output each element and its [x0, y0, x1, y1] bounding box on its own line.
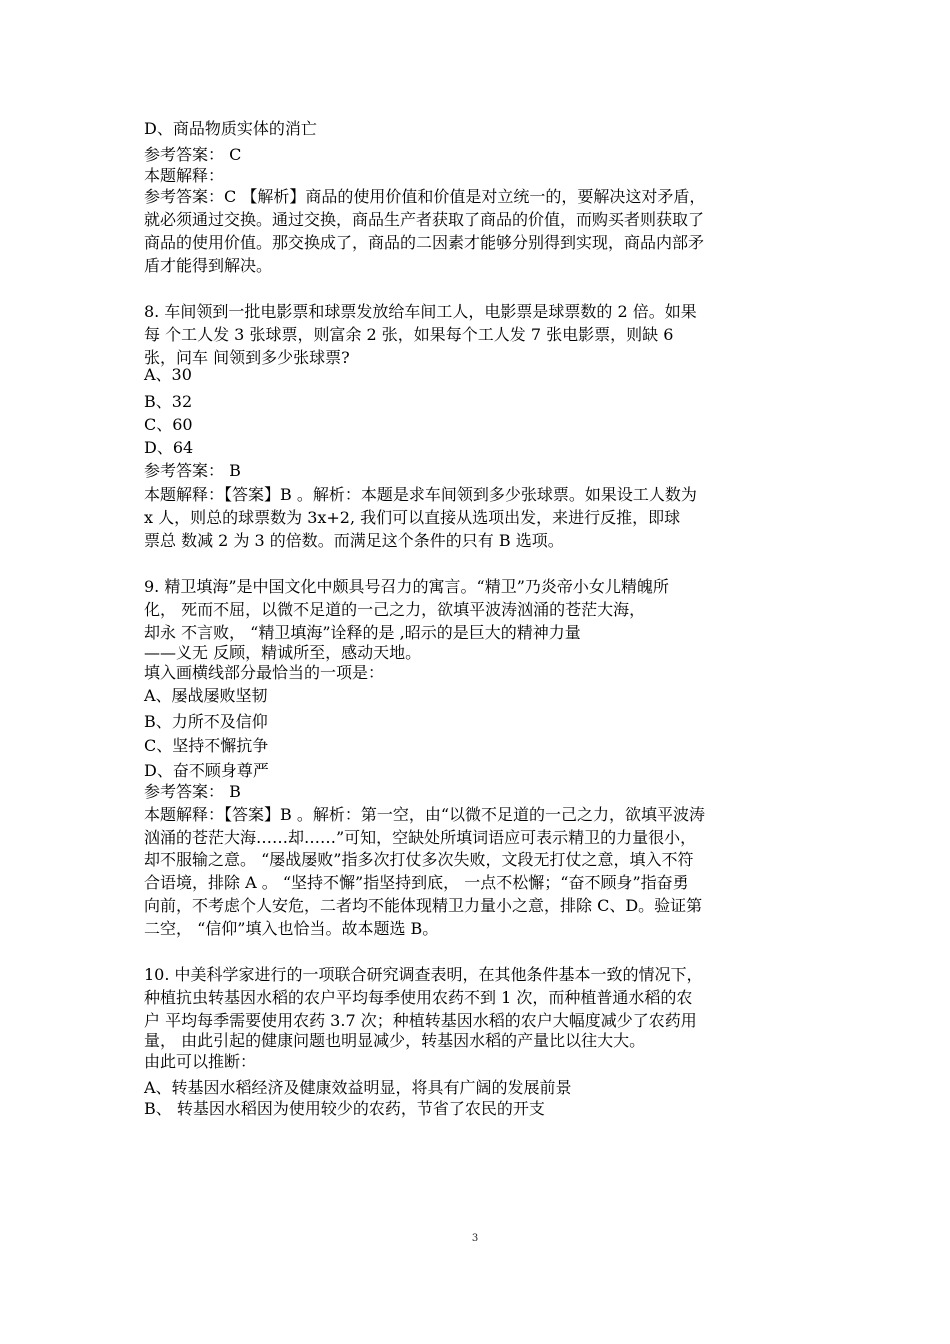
- question-10-line-1: 10. 中美科学家进行的一项联合研究调查表明，在其他条件基本一致的情况下，: [144, 965, 703, 984]
- option-a-q8: A、30: [144, 365, 192, 384]
- page-number: 3: [471, 1233, 479, 1244]
- answer-q7: 参考答案： C: [144, 145, 242, 164]
- question-9-line-3: 却永 不言败， “精卫填海”诠释的是 ,昭示的是巨大的精神力量: [144, 623, 581, 642]
- option-c-q9: C、坚持不懈抗争: [144, 736, 269, 755]
- option-d-q7: D、商品物质实体的消亡: [144, 119, 317, 138]
- question-8-line-3: 张，问车 间领到多少张球票?: [144, 348, 350, 367]
- question-10-prompt: 由此可以推断：: [144, 1052, 257, 1071]
- option-d-q9: D、奋不顾身尊严: [144, 761, 269, 780]
- explanation-line-q9-2: 汹涌的苍茫大海……却……”可知，空缺处所填词语应可表示精卫的力量很小，: [144, 828, 697, 847]
- question-9-line-4: ——义无 反顾，精诚所至，感动天地。: [144, 643, 422, 662]
- explanation-line-q7-1: 参考答案：C 【解析】商品的使用价值和价值是对立统一的，要解决这对矛盾，: [144, 187, 706, 206]
- explanation-line-q9-5: 向前，不考虑个人安危，二者均不能体现精卫力量小之意，排除 C、D。验证第: [144, 896, 703, 915]
- question-9-line-2: 化， 死而不屈，以微不足道的一己之力，欲填平波涛汹涌的苍茫大海，: [144, 600, 646, 619]
- explanation-line-q9-1: 本题解释：【答案】B 。解析：第一空，由“以微不足道的一己之力，欲填平波涛: [144, 805, 706, 824]
- explanation-line-q8-2: x 人，则总的球票数为 3x+2, 我们可以直接从选项出发，来进行反推，即球: [144, 508, 681, 527]
- answer-q8: 参考答案： B: [144, 461, 241, 480]
- question-8-line-2: 每 个工人发 3 张球票，则富余 2 张，如果每个工人发 7 张电影票，则缺 6: [144, 325, 674, 344]
- answer-q9: 参考答案： B: [144, 782, 241, 801]
- option-b-q10: B、 转基因水稻因为使用较少的农药，节省了农民的开支: [144, 1099, 545, 1118]
- option-b-q8: B、32: [144, 392, 193, 411]
- option-b-q9: B、力所不及信仰: [144, 712, 268, 731]
- explanation-label-q7: 本题解释：: [144, 166, 225, 185]
- explanation-line-q9-6: 二空， “信仰”填入也恰当。故本题选 B。: [144, 919, 439, 938]
- explanation-line-q9-4: 合语境，排除 A 。 “坚持不懈”指坚持到底， 一点不松懈；“奋不顾身”指奋勇: [144, 873, 689, 892]
- explanation-line-q7-3: 商品的使用价值。那交换成了，商品的二因素才能够分别得到实现，商品内部矛: [144, 233, 705, 252]
- option-a-q9: A、屡战屡败坚韧: [144, 686, 268, 705]
- option-c-q8: C、60: [144, 415, 193, 434]
- explanation-line-q7-4: 盾才能得到解决。: [144, 256, 273, 275]
- question-10-line-2: 种植抗虫转基因水稻的农户平均每季使用农药不到 1 次，而种植普通水稻的农: [144, 988, 693, 1007]
- option-d-q8: D、64: [144, 438, 194, 457]
- question-10-line-4: 量， 由此引起的健康问题也明显减少，转基因水稻的产量比以往大大。: [144, 1031, 646, 1050]
- question-9-line-1: 9. 精卫填海”是中国文化中颇具号召力的寓言。“精卫”乃炎帝小女儿精魄所: [144, 577, 669, 596]
- question-10-line-3: 户 平均每季需要使用农药 3.7 次；种植转基因水稻的农户大幅度减少了农药用: [144, 1011, 697, 1030]
- option-a-q10: A、转基因水稻经济及健康效益明显，将具有广阔的发展前景: [144, 1078, 572, 1097]
- explanation-line-q8-1: 本题解释：【答案】B 。解析：本题是求车间领到多少张球票。如果设工人数为: [144, 485, 697, 504]
- explanation-line-q7-2: 就必须通过交换。通过交换，商品生产者获取了商品的价值，而购买者则获取了: [144, 210, 705, 229]
- question-8-line-1: 8. 车间领到一批电影票和球票发放给车间工人，电影票是球票数的 2 倍。如果: [144, 302, 697, 321]
- question-9-prompt: 填入画横线部分最恰当的一项是：: [144, 663, 385, 682]
- explanation-line-q8-3: 票总 数减 2 为 3 的倍数。而满足这个条件的只有 B 选项。: [144, 531, 564, 550]
- explanation-line-q9-3: 却不服输之意。 “屡战屡败”指多次打仗多次失败，文段无打仗之意，填入不符: [144, 850, 694, 869]
